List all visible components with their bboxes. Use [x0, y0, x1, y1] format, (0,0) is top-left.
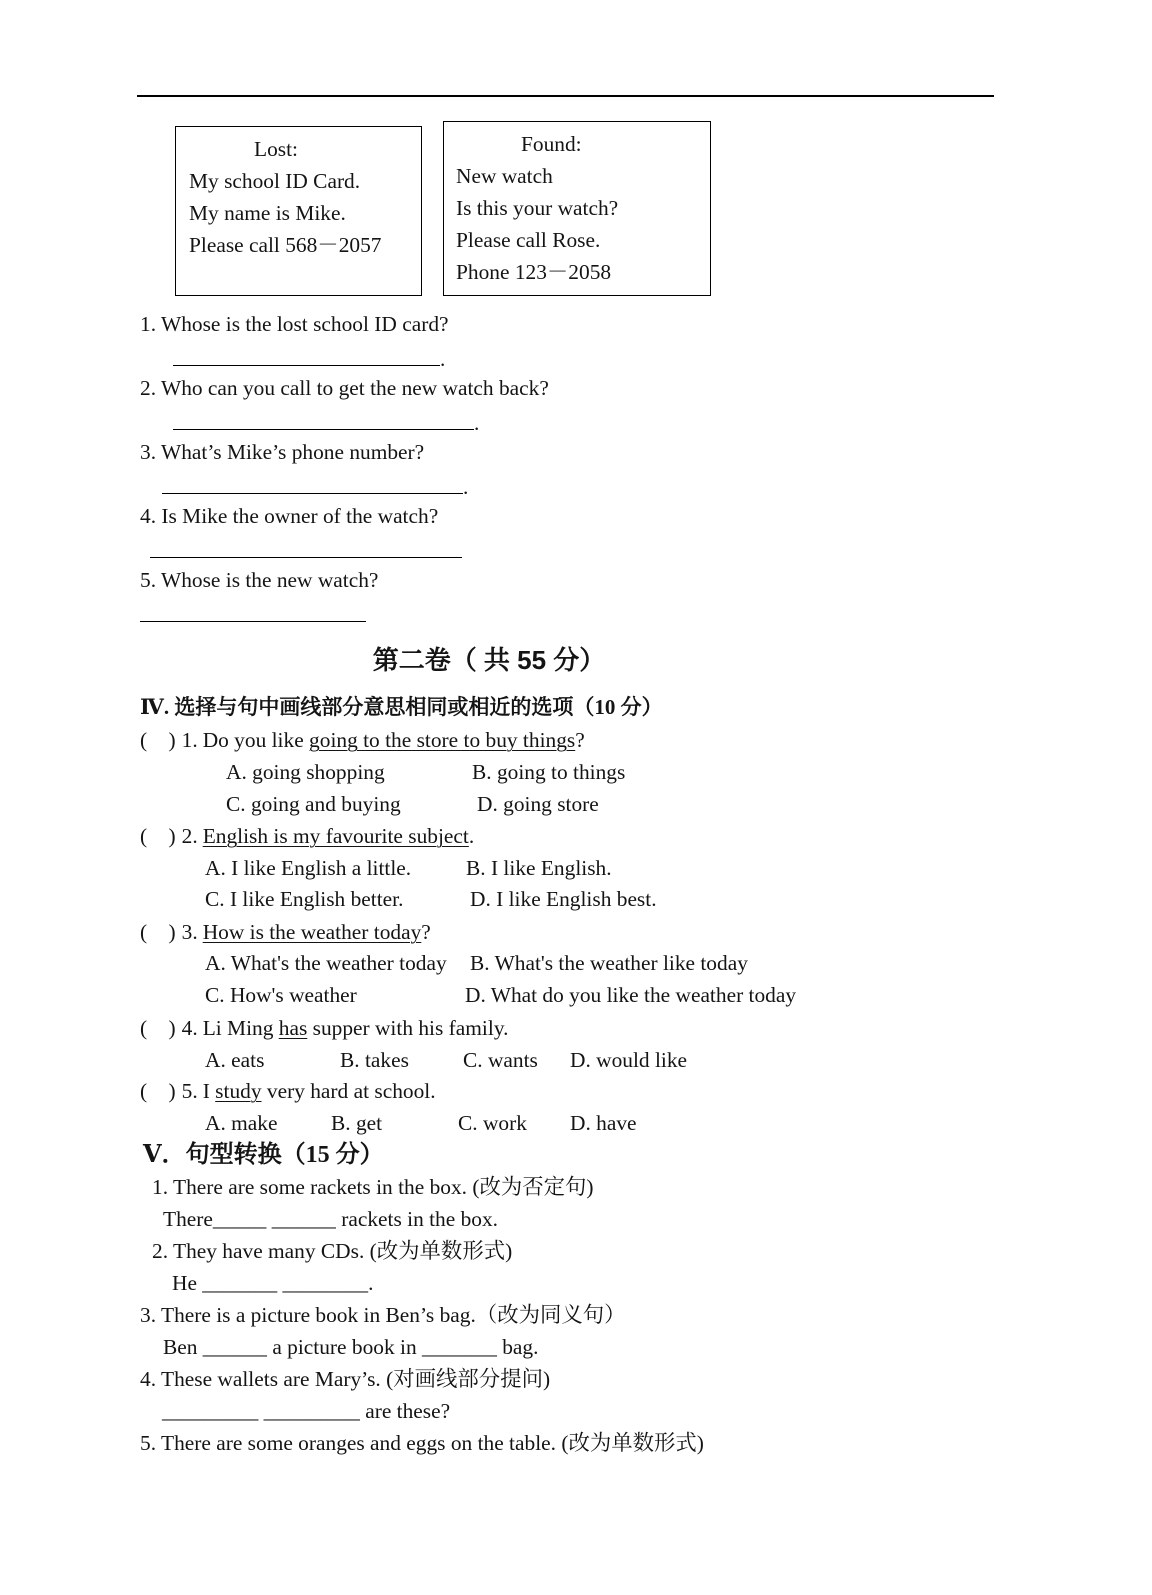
option-c: C. I like English better.	[205, 887, 404, 911]
transform-question-4: 4. These wallets are Mary’s. (对画线部分提问)	[140, 1367, 551, 1391]
lost-notice-box	[175, 126, 422, 296]
option-b: B. What's the weather like today	[470, 951, 748, 975]
option-a: A. What's the weather today	[205, 951, 447, 975]
choice-question-3	[140, 919, 431, 945]
question-number: 3.	[181, 920, 198, 944]
option-c: C. wants	[463, 1048, 538, 1072]
answer-line-2	[173, 410, 479, 436]
header-rule	[137, 95, 994, 97]
answer-period: .	[463, 475, 469, 499]
lost-notice-line: My name is Mike.	[189, 201, 346, 225]
option-b: B. takes	[340, 1048, 409, 1072]
option-a: A. make	[205, 1111, 278, 1135]
option-c: C. work	[458, 1111, 527, 1135]
answer-bracket: ( )	[140, 1016, 176, 1040]
question-number: 2.	[181, 824, 198, 848]
lost-notice-title: Lost:	[254, 137, 298, 161]
option-b: B. going to things	[472, 760, 626, 784]
transform-answer-3: Ben ______ a picture book in _______ bag.	[163, 1335, 539, 1359]
option-d: D. What do you like the weather today	[465, 983, 797, 1007]
option-a: A. going shopping	[226, 760, 385, 784]
part-two-title: 第二卷（ 共 55 分）	[372, 645, 606, 675]
option-a: A. I like English a little.	[205, 856, 412, 880]
transform-question-5: 5. There are some oranges and eggs on the table. (改为单数形式)	[140, 1431, 704, 1455]
reading-question-3: 3. What’s Mike’s phone number?	[140, 440, 425, 464]
option-c: C. How's weather	[205, 983, 357, 1007]
question-number: 1.	[181, 728, 198, 752]
option-d: D. I like English best.	[470, 887, 657, 911]
answer-line-1	[173, 346, 445, 372]
found-notice-line: Phone 123－2058	[456, 260, 612, 284]
answer-bracket: ( )	[140, 824, 176, 848]
question-text: .	[468, 824, 475, 848]
option-d: D. have	[570, 1111, 637, 1135]
underlined-phrase: study	[215, 1079, 262, 1103]
found-notice-line: Is this your watch?	[456, 196, 619, 220]
question-text: supper with his family.	[307, 1016, 509, 1040]
answer-blank	[150, 557, 462, 558]
section-4-heading: Ⅳ. 选择与句中画线部分意思相同或相近的选项（10 分）	[140, 695, 663, 719]
answer-line-3	[162, 474, 468, 500]
reading-question-1: 1. Whose is the lost school ID card?	[140, 312, 449, 336]
transform-question-3: 3. There is a picture book in Ben’s bag.（改为同义句）	[140, 1303, 626, 1327]
answer-blank	[173, 365, 440, 366]
choice-question-4	[140, 1015, 508, 1041]
transform-question-2: 2. They have many CDs. (改为单数形式)	[152, 1239, 513, 1263]
answer-bracket: ( )	[140, 728, 176, 752]
question-text: very hard at school.	[261, 1079, 436, 1103]
answer-line-5	[140, 602, 366, 628]
lost-notice-line: My school ID Card.	[189, 169, 361, 193]
question-text: ?	[421, 920, 431, 944]
choice-question-5	[140, 1078, 436, 1104]
choice-question-1	[140, 727, 585, 753]
question-text: Do you like	[202, 728, 310, 752]
underlined-phrase: going to the store to buy things	[309, 728, 576, 752]
reading-question-2: 2. Who can you call to get the new watch back?	[140, 376, 549, 400]
transform-question-1: 1. There are some rackets in the box. (改为否定句)	[152, 1175, 594, 1199]
reading-question-4: 4. Is Mike the owner of the watch?	[140, 504, 439, 528]
option-c: C. going and buying	[226, 792, 401, 816]
found-notice-box	[443, 121, 711, 296]
answer-blank	[162, 493, 463, 494]
option-a: A. eats	[205, 1048, 265, 1072]
answer-period: .	[474, 411, 480, 435]
section-5-heading: Ⅴ．句型转换（15 分）	[143, 1142, 384, 1168]
lost-notice-line: Please call 568－2057	[189, 233, 382, 257]
question-number: 4.	[181, 1016, 198, 1040]
underlined-phrase: How is the weather today	[202, 920, 422, 944]
answer-line-4	[150, 538, 462, 564]
option-d: D. going store	[477, 792, 599, 816]
underlined-phrase: English is my favourite subject	[202, 824, 469, 848]
option-d: D. would like	[570, 1048, 688, 1072]
question-text: Li Ming	[202, 1016, 279, 1040]
found-notice-line: New watch	[456, 164, 553, 188]
option-b: B. I like English.	[466, 856, 612, 880]
answer-blank	[140, 621, 366, 622]
answer-bracket: ( )	[140, 920, 176, 944]
answer-blank	[173, 429, 474, 430]
question-text: ?	[575, 728, 585, 752]
found-notice-line: Please call Rose.	[456, 228, 601, 252]
answer-period: .	[440, 347, 446, 371]
question-text: I	[202, 1079, 216, 1103]
answer-bracket: ( )	[140, 1079, 176, 1103]
option-b: B. get	[331, 1111, 383, 1135]
underlined-phrase: has	[278, 1016, 308, 1040]
reading-question-5: 5. Whose is the new watch?	[140, 568, 379, 592]
question-number: 5.	[181, 1079, 198, 1103]
found-notice-title: Found:	[521, 132, 582, 156]
transform-answer-1: There_____ ______ rackets in the box.	[163, 1207, 499, 1231]
choice-question-2	[140, 823, 474, 849]
transform-answer-2: He _______ ________.	[172, 1271, 374, 1295]
transform-answer-4: _________ _________ are these?	[162, 1399, 451, 1423]
